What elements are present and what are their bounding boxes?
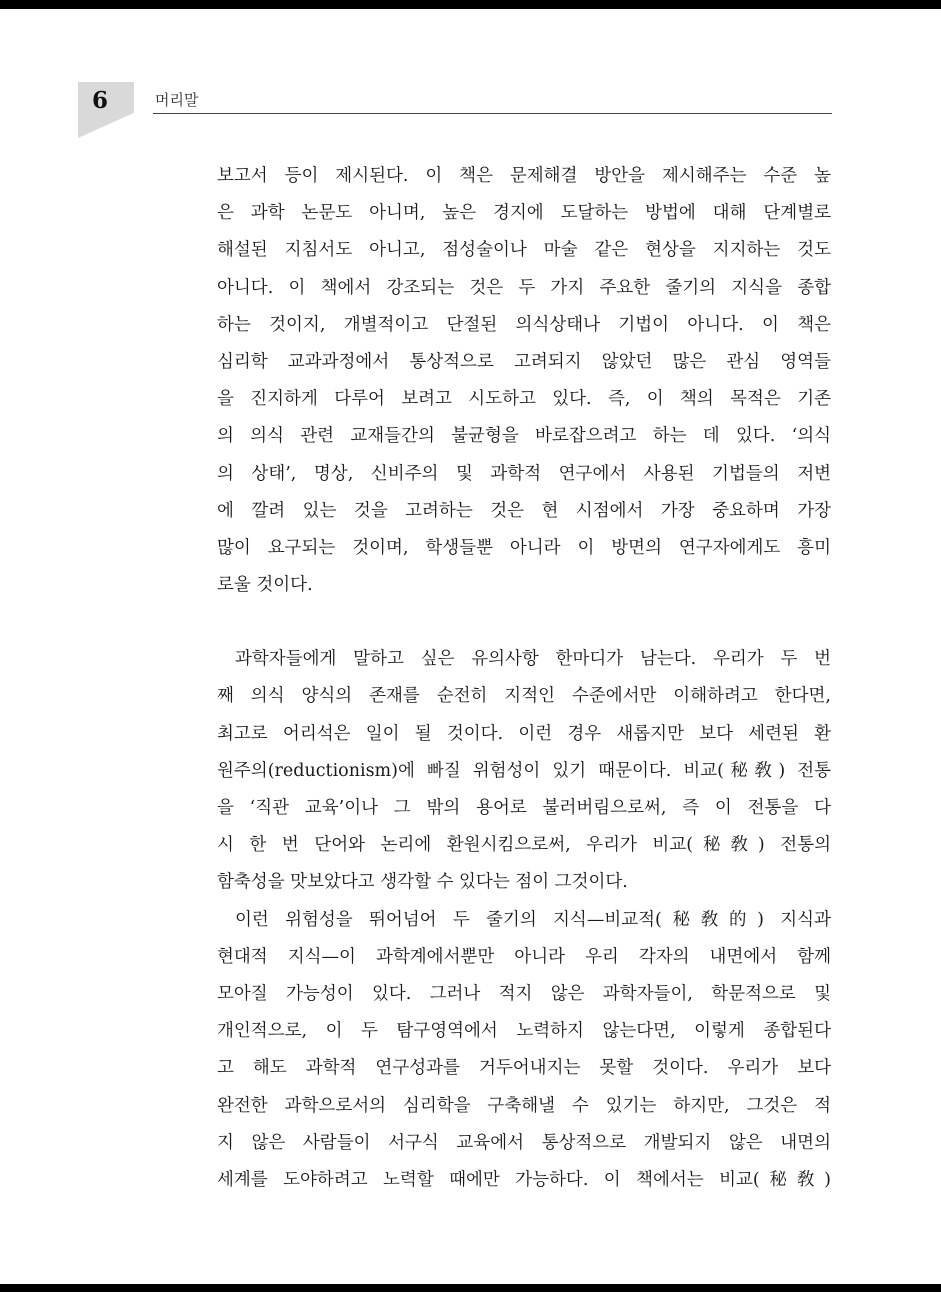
text-line: 개인적으로, 이 두 탐구영역에서 노력하지 않는다면, 이렇게 종합된다 bbox=[217, 1021, 831, 1042]
text-line: 세계를 도야하려고 노력할 때에만 가능하다. 이 책에서는 비교(秘敎) bbox=[217, 1169, 831, 1190]
text-line: 시 한 번 단어와 논리에 환원시킴으로써, 우리가 비교(秘敎) 전통의 bbox=[217, 835, 831, 856]
text-line: 에 깔려 있는 것을 고려하는 것은 현 시점에서 가장 중요하며 가장 bbox=[217, 500, 831, 521]
header-rule bbox=[153, 113, 832, 114]
text-line: 을 진지하게 다루어 보려고 시도하고 있다. 즉, 이 책의 목적은 기존 bbox=[217, 389, 831, 410]
text-line: 모아질 가능성이 있다. 그러나 적지 않은 과학자들이, 학문적으로 및 bbox=[217, 983, 831, 1004]
text-line: 을 ‘직관 교육’이나 그 밖의 용어로 불러버림으로써, 즉 이 전통을 다 bbox=[217, 798, 831, 818]
text-line: 이런 위험성을 뛰어넘어 두 줄기의 지식—비교적(秘敎的) 지식과 bbox=[235, 909, 831, 930]
text-line: 함축성을 맛보았다고 생각할 수 있다는 점이 그것이다. bbox=[217, 872, 628, 893]
page-number: 6 bbox=[92, 87, 109, 114]
paragraph-2 bbox=[217, 641, 831, 901]
text-line: 완전한 과학으로서의 심리학을 구축해낼 수 있기는 하지만, 그것은 적 bbox=[217, 1095, 831, 1116]
text-line: 많이 요구되는 것이며, 학생들뿐 아니라 이 방면의 연구자에게도 흥미 bbox=[217, 537, 831, 558]
text-line: 로울 것이다. bbox=[217, 575, 313, 596]
text-line: 의 상태’, 명상, 신비주의 및 과학적 연구에서 사용된 기법들의 저변 bbox=[217, 463, 831, 484]
bottom-border-bar bbox=[0, 1284, 941, 1292]
text-line: 과학자들에게 말하고 싶은 유의사항 한마디가 남는다. 우리가 두 번 bbox=[235, 649, 831, 670]
top-border-bar bbox=[0, 0, 941, 9]
paragraph-gap bbox=[217, 604, 831, 641]
body-text bbox=[217, 158, 831, 1199]
text-line: 현대적 지식—이 과학계에서뿐만 아니라 우리 각자의 내면에서 함께 bbox=[217, 946, 831, 967]
text-line: 심리학 교과과정에서 통상적으로 고려되지 않았던 많은 관심 영역들 bbox=[217, 351, 831, 372]
text-line: 보고서 등이 제시된다. 이 책은 문제해결 방안을 제시해주는 수준 높 bbox=[217, 166, 831, 186]
text-line: 하는 것이지, 개별적이고 단절된 의식상태나 기법이 아니다. 이 책은 bbox=[217, 314, 831, 335]
text-line: 째 의식 양식의 존재를 순전히 지적인 수준에서만 이해하려고 한다면, bbox=[217, 686, 831, 707]
text-line: 지 않은 사람들이 서구식 교육에서 통상적으로 개발되지 않은 내면의 bbox=[217, 1132, 831, 1153]
text-line: 고 해도 과학적 연구성과를 거두어내지는 못할 것이다. 우리가 보다 bbox=[217, 1058, 831, 1079]
text-line: 원주의(reductionism)에 빠질 위험성이 있기 때문이다. 비교(秘敎) 전통 bbox=[217, 760, 831, 781]
paragraph-3 bbox=[217, 902, 831, 1200]
text-line: 은 과학 논문도 아니며, 높은 경지에 도달하는 방법에 대해 단계별로 bbox=[217, 203, 831, 224]
text-line: 의 의식 관련 교재들간의 불균형을 바로잡으려고 하는 데 있다. ‘의식 bbox=[217, 426, 831, 447]
paragraph-1 bbox=[217, 158, 831, 604]
text-line: 해설된 지침서도 아니고, 점성술이나 마술 같은 현상을 지지하는 것도 bbox=[217, 240, 831, 261]
running-head: 머리말 bbox=[155, 91, 199, 109]
text-line: 아니다. 이 책에서 강조되는 것은 두 가지 주요한 줄기의 지식을 종합 bbox=[217, 277, 831, 298]
text-line: 최고로 어리석은 일이 될 것이다. 이런 경우 새롭지만 보다 세련된 환 bbox=[217, 723, 831, 744]
